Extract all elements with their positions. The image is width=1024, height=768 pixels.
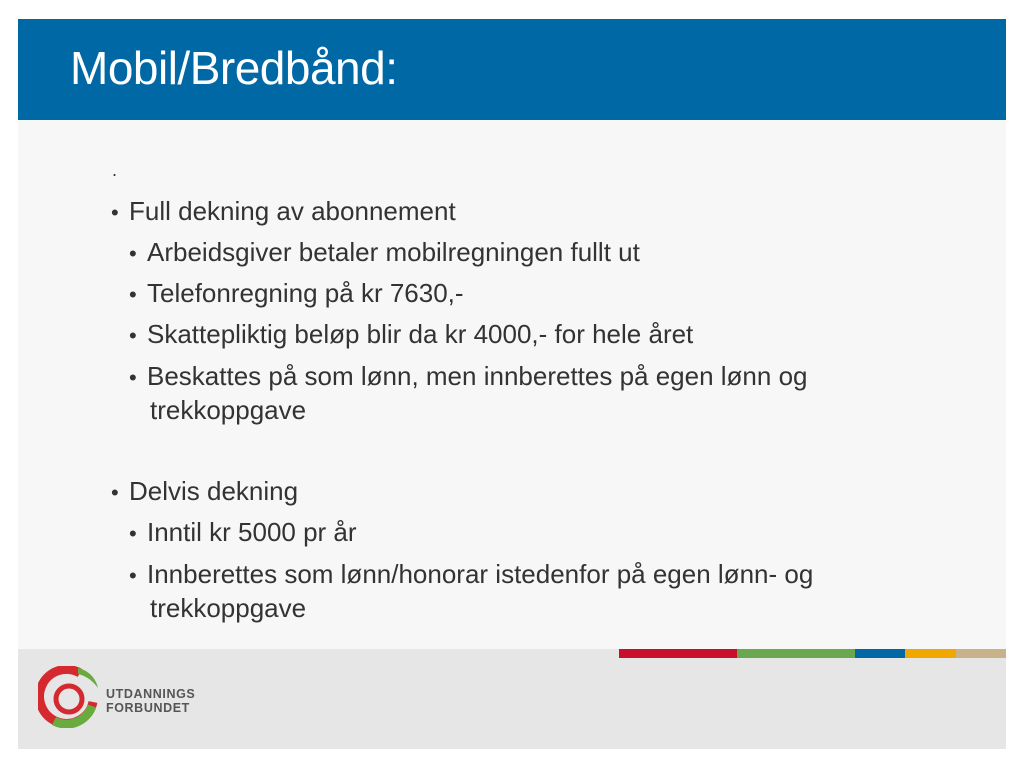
color-strip-green: [737, 649, 855, 658]
utdanningsforbundet-ring-logo-icon: [38, 666, 100, 728]
bullet-item-telefonregning: [129, 277, 464, 311]
bullet-icon: •: [129, 563, 137, 588]
bullet-text: Beskattes på som lønn, men innberettes på egen lønn og: [147, 361, 808, 391]
color-strip-tan: [956, 649, 1006, 658]
slide-title: Mobil/Bredbånd:: [70, 42, 398, 94]
bullet-icon: •: [129, 521, 137, 546]
bullet-item-beskattes: [129, 360, 808, 394]
logo-line-2: FORBUNDET: [106, 701, 190, 715]
bullet-item-arbeidsgiver: [129, 236, 640, 270]
logo-line-1: UTDANNINGS: [106, 687, 196, 701]
bullet-text: Innberettes som lønn/honorar istedenfor på egen lønn- og: [147, 559, 814, 589]
slide: [18, 19, 1006, 749]
slide-content: [18, 120, 1006, 649]
bullet-text: Inntil kr 5000 pr år: [147, 517, 357, 547]
bullet-icon: •: [129, 282, 137, 307]
title-bar: [18, 19, 1006, 120]
slide-footer: [18, 649, 1006, 749]
bullet-text: Arbeidsgiver betaler mobilregningen fullt ut: [147, 237, 640, 267]
bullet-item-innberettes: [129, 558, 813, 592]
bullet-item-skattepliktig: [129, 318, 693, 352]
bullet-icon: •: [111, 480, 119, 505]
logo-wordmark: [106, 687, 195, 715]
bullet-text: Full dekning av abonnement: [129, 196, 456, 226]
bullet-text: Skattepliktig beløp blir da kr 4000,- for hele året: [147, 319, 694, 349]
bullet-continuation-beskattes: trekkoppgave: [150, 395, 307, 425]
bullet-icon: •: [129, 365, 137, 390]
bullet-text: Delvis dekning: [129, 476, 299, 506]
bullet-item-full-dekning: [111, 195, 456, 229]
bullet-icon: •: [129, 241, 137, 266]
bullet-icon: •: [129, 323, 137, 348]
bullet-continuation-innberettes: trekkoppgave: [150, 593, 307, 623]
bullet-item-inntil: [129, 516, 357, 550]
color-strip-blue: [855, 649, 905, 658]
color-strip-yellow: [905, 649, 956, 658]
bullet-text: Telefonregning på kr 7630,-: [147, 278, 464, 308]
lead-dot: .: [112, 160, 118, 180]
bullet-item-delvis-dekning: [111, 475, 298, 509]
bullet-icon: •: [111, 200, 119, 225]
color-strip-red: [619, 649, 737, 658]
